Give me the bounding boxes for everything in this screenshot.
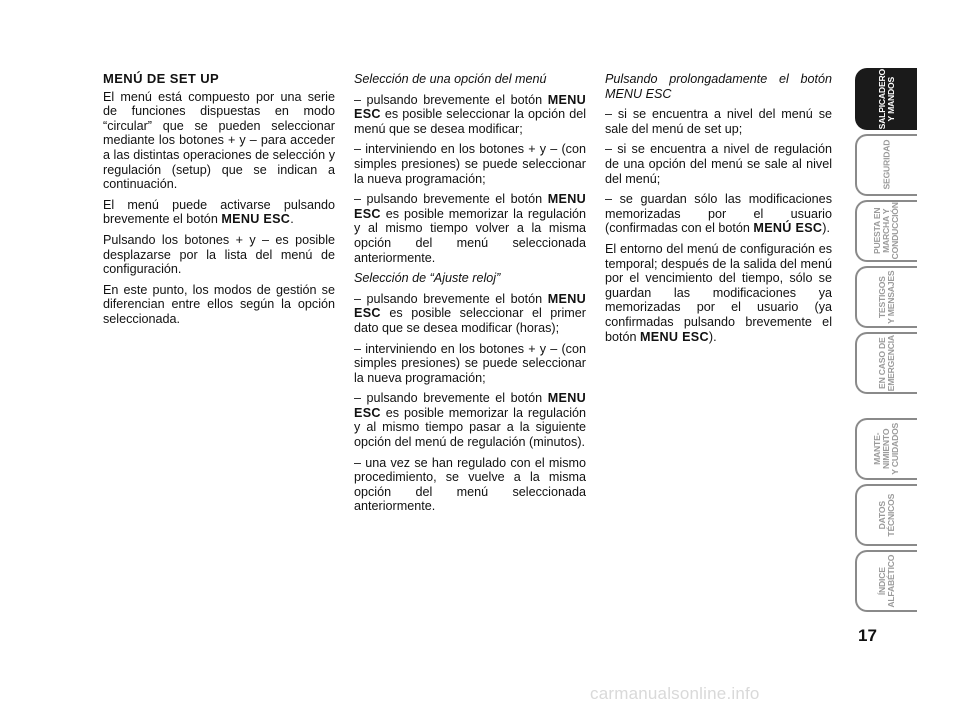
paragraph-activate: El menú puede activarse pulsando brevemente el botón MENU ESC. — [103, 197, 335, 227]
tab-indice[interactable]: ÍNDICE ALFABÉTICO — [855, 550, 917, 612]
column-middle — [354, 72, 586, 520]
list-item: – pulsando brevemente el botón MENU ESC es posible memorizar la regulación y al mismo tiempo pasar a la siguiente opción del menú de regulación (minutos). — [354, 391, 586, 450]
paragraph-scroll: Pulsando los botones + y – es posible desplazarse por la lista del menú de configuración. — [103, 232, 335, 277]
list-item: – si se encuentra a nivel de regulación de una opción del menú se sale al nivel del menú; — [605, 142, 832, 186]
list-item: – interviniendo en los botones + y – (con simples presiones) se puede seleccionar la nueva programación; — [354, 142, 586, 186]
subheading-clock: Selección de “Ajuste reloj” — [354, 271, 501, 286]
subheading-long-press: Pulsando prolongadamente el botón MENU ESC — [605, 72, 832, 101]
subheading-option: Selección de una opción del menú — [354, 72, 547, 86]
paragraph-modes: En este punto, los modos de gestión se diferencian entre ellos según la opción seleccionada. — [103, 282, 335, 326]
watermark: carmanualsonline.info — [590, 684, 760, 703]
list-item: – pulsando brevemente el botón MENU ESC es posible seleccionar la opción del menú que se desea modificar; — [354, 92, 586, 136]
list-item: – interviniendo en los botones + y – (con simples presiones) se puede seleccionar la nueva programación; — [354, 341, 586, 385]
column-left — [103, 72, 335, 333]
tab-testigos[interactable]: TESTIGOS Y MENSAJES — [855, 266, 917, 328]
tab-salpicadero[interactable]: SALPICADERO Y MANDOS — [855, 68, 917, 130]
paragraph-intro: El menú está compuesto por una serie de funciones dispuestas en modo “circular” que se pueden seleccionar mediante los botones + y – para acceder a las distintas operaciones de selección y regulación (setup) que se indican a continuación. — [103, 89, 335, 192]
page-number: 17 — [858, 626, 877, 645]
tab-puesta-en-marcha[interactable]: PUESTA EN MARCHA Y CONDUCCIÓN — [855, 200, 917, 262]
tab-seguridad[interactable]: SEGURIDAD — [855, 134, 917, 196]
list-item: – una vez se han regulado con el mismo procedimiento, se vuelve a la misma opción del menú seleccionada anteriormente. — [354, 455, 586, 514]
list-item: – pulsando brevemente el botón MENU ESC es posible memorizar la regulación y al mismo tiempo volver a la misma opción del menú seleccionada anteriormente. — [354, 192, 586, 265]
paragraph-temporary: El entorno del menú de configuración es temporal; después de la salida del menú por el vencimiento del tiempo, sólo se guardan las modificaciones ya memorizadas por el usuario (ya confirmadas pulsando brevemente el botón MENU ESC). — [605, 241, 832, 344]
list-item: – si se encuentra a nivel del menú se sale del menú de set up; — [605, 107, 832, 136]
tab-datos-tecnicos[interactable]: DATOS TÉCNICOS — [855, 484, 917, 546]
tab-mantenimiento[interactable]: MANTE- NIMIENTO Y CUIDADOS — [855, 418, 917, 480]
list-item: – se guardan sólo las modificaciones memorizadas por el usuario (confirmadas con el botón MENÚ ESC). — [605, 192, 832, 236]
list-item: – pulsando brevemente el botón MENU ESC es posible seleccionar el primer dato que se desea modificar (horas); — [354, 291, 586, 335]
tab-emergencia[interactable]: EN CASO DE EMERGENCIA — [855, 332, 917, 394]
column-right — [605, 72, 832, 350]
section-heading: MENÚ DE SET UP — [103, 71, 220, 86]
